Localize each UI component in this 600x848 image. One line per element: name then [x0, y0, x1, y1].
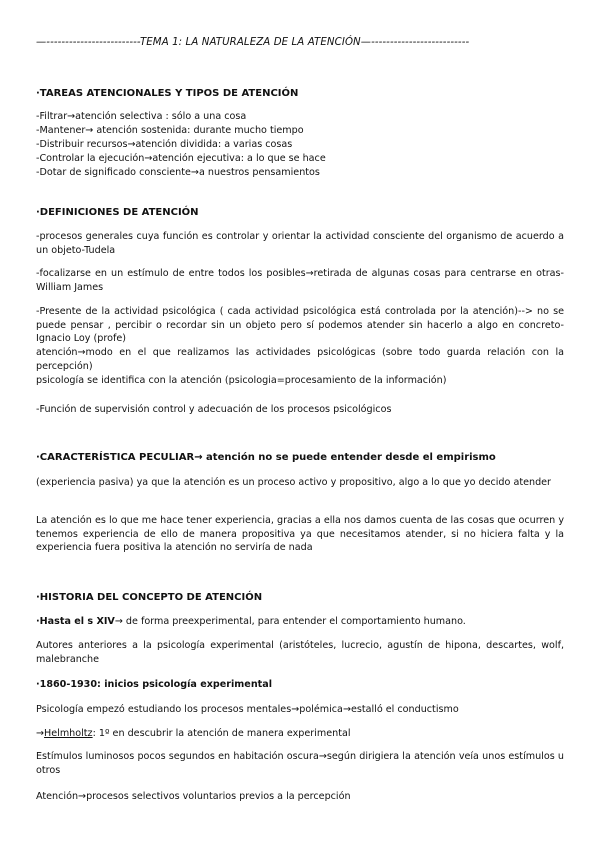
- paragraph-helmholtz: [36, 727, 351, 740]
- xiv-rest: → de forma preexperimental, para entender el comportamiento humano.: [114, 616, 466, 627]
- helmholtz-name: Helmholtz: [44, 728, 93, 739]
- heading-caracteristica: [36, 452, 496, 463]
- list-item: -Dotar de significado consciente→a nuestros pensamientos: [36, 167, 320, 178]
- heading-definiciones: ·DEFINICIONES DE ATENCIÓN: [36, 207, 199, 218]
- paragraph-xiv: [36, 615, 466, 628]
- helmholtz-arrow: →: [36, 728, 45, 739]
- helmholtz-rest: : 1º en descubrir la atención de manera experimental: [92, 728, 351, 739]
- paragraph: Autores anteriores a la psicología experimental (aristóteles, lucrecio, agustín de hipona, descartes, wolf, malebranche: [36, 640, 564, 665]
- paragraph: -Presente de la actividad psicológica ( cada actividad psicológica está controlada por la atención)--> no se puede pensar , percibir o recordar sin un objeto pero sí podemos atender sin hacerlo a algo en concreto-Ignacio Loy (profe): [36, 306, 564, 345]
- period-heading: ·1860-1930: inicios psicología experimental: [36, 679, 272, 690]
- paragraph: La atención es lo que me hace tener experiencia, gracias a ella nos damos cuenta de las cosas que ocurren y tenemos experiencia de ello de manera propositiva ya que necesitamos atender, si no hiciera falta y la experiencia fuera positiva la atención no serviría de nada: [36, 515, 564, 554]
- paragraph: -Función de supervisión control y adecuación de los procesos psicológicos: [36, 404, 392, 415]
- list-item: -Mantener→ atención sostenida: durante mucho tiempo: [36, 125, 304, 136]
- paragraph: atención→modo en el que realizamos las actividades psicológicas (sobre todo guarda relación con la percepción): [36, 347, 564, 372]
- paragraph: psicología se identifica con la atención (psicologia=procesamiento de la información): [36, 375, 447, 386]
- document-title: —-------------------------TEMA 1: LA NATURALEZA DE LA ATENCIÓN—--------------------------: [36, 37, 470, 48]
- heading-tareas: ·TAREAS ATENCIONALES Y TIPOS DE ATENCIÓN: [36, 88, 299, 99]
- paragraph: Estímulos luminosos pocos segundos en habitación oscura→según dirigiera la atención veía unos estímulos u otros: [36, 751, 564, 776]
- list-item: -Filtrar→atención selectiva : sólo a una cosa: [36, 111, 247, 122]
- paragraph: Atención→procesos selectivos voluntarios previos a la percepción: [36, 791, 351, 802]
- paragraph: -focalizarse en un estímulo de entre todos los posibles→retirada de algunas cosas para centrarse en otras-William James: [36, 268, 564, 293]
- list-item: -Controlar la ejecución→atención ejecutiva: a lo que se hace: [36, 153, 326, 164]
- list-item: -Distribuir recursos→atención dividida: a varias cosas: [36, 139, 293, 150]
- heading-historia: ·HISTORIA DEL CONCEPTO DE ATENCIÓN: [36, 592, 263, 603]
- paragraph: (experiencia pasiva) ya que la atención es un proceso activo y propositivo, algo a lo que yo decido atender: [36, 477, 552, 488]
- paragraph: Psicología empezó estudiando los procesos mentales→polémica→estalló el conductismo: [36, 704, 459, 715]
- heading-caracteristica-bold: ·CARACTERÍSTICA PECULIAR: [36, 452, 195, 463]
- xiv-bold: ·Hasta el s XIV: [36, 616, 115, 627]
- heading-caracteristica-rest: → atención no se puede entender desde el empirismo: [194, 452, 496, 463]
- paragraph: -procesos generales cuya función es controlar y orientar la actividad consciente del organismo de acuerdo a un objeto-Tudela: [36, 231, 564, 256]
